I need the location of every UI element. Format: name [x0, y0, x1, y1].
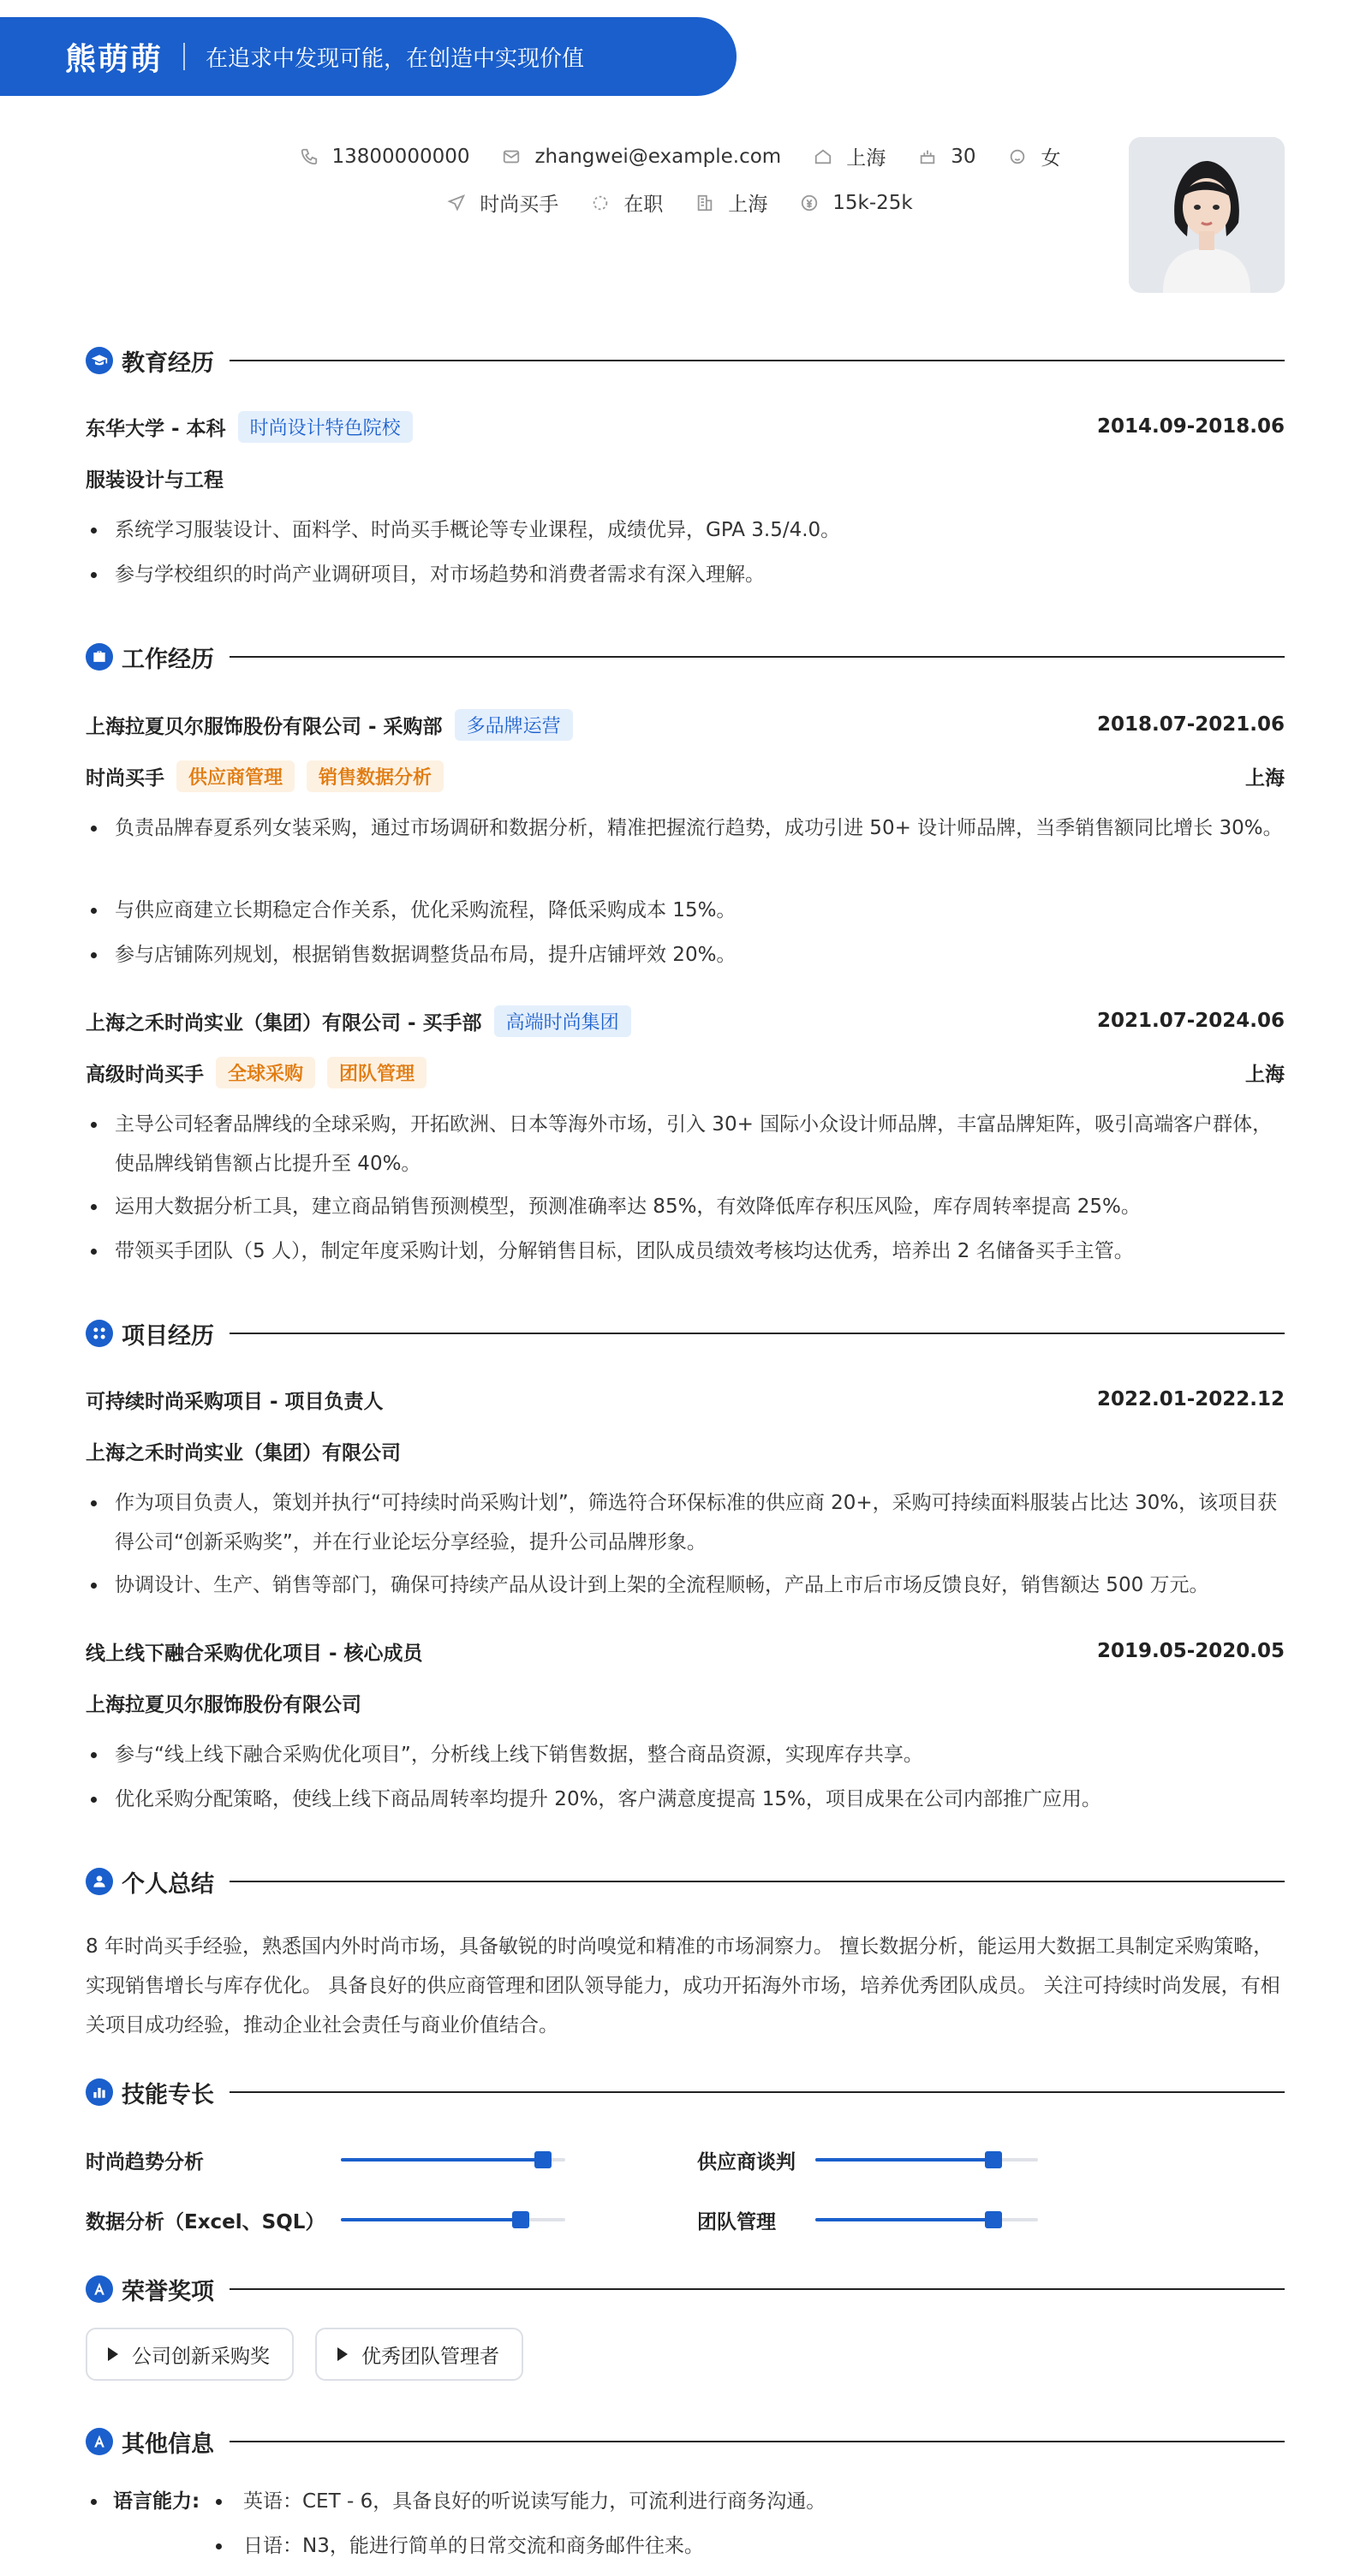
section-summary — [86, 1863, 1285, 1899]
info-icon — [86, 2428, 113, 2455]
mail-icon — [502, 147, 521, 166]
skill-bar — [815, 2158, 1038, 2162]
contact-email-text: zhangwei@example.com — [534, 145, 782, 168]
play-icon — [108, 2347, 118, 2361]
job-title-row — [86, 1055, 1285, 1089]
graduation-cap-icon — [86, 347, 113, 374]
job-date: 2021.07-2024.06 — [1096, 1010, 1285, 1032]
status-icon — [591, 194, 610, 212]
project-org-row — [86, 1434, 1285, 1468]
section-title: 工作经历 — [122, 646, 214, 673]
job-title: 时尚买手 — [86, 766, 164, 790]
contact-phone — [300, 146, 470, 168]
company-name: 上海之禾时尚实业（集团）有限公司 - 买手部 — [86, 1011, 482, 1035]
salary-icon — [800, 194, 819, 212]
company-tag: 多品牌运营 — [455, 709, 573, 741]
cake-icon — [918, 147, 937, 166]
skill-bar-knob — [985, 2211, 1002, 2228]
list-item: 运用大数据分析工具，建立商品销售预测模型，预测准确率达 85%，有效降低库存积压风险，库存周转率提高 25%。 — [86, 1187, 1285, 1226]
project-header — [86, 1382, 1285, 1416]
skill-name: 团队管理 — [697, 2210, 776, 2233]
job-city: 上海 — [1245, 1063, 1285, 1086]
contact-age — [918, 146, 975, 168]
skill-tag: 团队管理 — [327, 1057, 426, 1088]
job-title: 高级时尚买手 — [86, 1063, 204, 1086]
award-label: 公司创新采购奖 — [132, 2345, 270, 2368]
candidate-name: 熊萌萌 — [65, 41, 164, 77]
header-banner — [0, 17, 737, 96]
project-date: 2022.01-2022.12 — [1096, 1388, 1285, 1410]
section-projects — [86, 1315, 1285, 1351]
bullet-dot — [216, 2499, 222, 2505]
project-header — [86, 1634, 1285, 1668]
play-icon — [337, 2347, 348, 2361]
contact-location — [814, 142, 886, 170]
section-title: 教育经历 — [122, 349, 214, 377]
skill-bar-fill — [341, 2218, 521, 2221]
education-header — [86, 409, 1285, 444]
section-skills — [86, 2074, 1285, 2110]
skill-bar — [341, 2218, 565, 2221]
section-title: 荣誉奖项 — [122, 2278, 214, 2305]
school-tag: 时尚设计特色院校 — [238, 411, 413, 443]
phone-icon — [300, 147, 319, 166]
section-other — [86, 2424, 1285, 2460]
list-item: 英语：CET - 6，具备良好的听说读写能力，可流利进行商务沟通。 — [243, 2490, 826, 2513]
user-icon — [86, 1868, 113, 1895]
contact-email — [502, 146, 781, 168]
contact-status-text: 在职 — [623, 194, 664, 216]
contact-city — [695, 188, 767, 217]
section-divider — [230, 1881, 1285, 1882]
section-title: 个人总结 — [122, 1870, 214, 1898]
skill-tag: 全球采购 — [216, 1057, 315, 1088]
list-item: 系统学习服装设计、面料学、时尚买手概论等专业课程，成绩优异，GPA 3.5/4.0。 — [86, 510, 1285, 550]
section-title: 项目经历 — [122, 1322, 214, 1350]
bar-chart-icon — [86, 2078, 113, 2106]
contact-location-text: 上海 — [846, 147, 886, 170]
project-org-row — [86, 1685, 1285, 1720]
job-header — [86, 1004, 1285, 1038]
contact-salary — [800, 192, 912, 214]
list-item: 日语：N3，能进行简单的日常交流和商务邮件往来。 — [243, 2535, 704, 2557]
section-work — [86, 639, 1285, 675]
award-icon — [86, 2275, 113, 2303]
list-item: 带领买手团队（5 人），制定年度采购计划，分解销售目标，团队成员绩效考核均达优秀，培养出 2 名储备买手主管。 — [86, 1231, 1285, 1271]
project-name: 线上线下融合采购优化项目 - 核心成员 — [86, 1642, 423, 1665]
skill-name: 供应商谈判 — [697, 2150, 796, 2174]
profile-photo — [1129, 137, 1285, 293]
project-org: 上海拉夏贝尔服饰股份有限公司 — [86, 1693, 361, 1716]
award-chip — [315, 2328, 523, 2381]
briefcase-icon — [86, 643, 113, 671]
contact-position — [447, 188, 558, 217]
list-item: 与供应商建立长期稳定合作关系，优化采购流程，降低采购成本 15%。 — [86, 891, 1285, 930]
skill-bar-fill — [815, 2158, 993, 2162]
list-item: 参与店铺陈列规划，根据销售数据调整货品布局，提升店铺坪效 20%。 — [86, 935, 1285, 975]
contact-city-text: 上海 — [728, 194, 768, 216]
section-divider — [230, 2091, 1285, 2093]
list-item: 参与学校组织的时尚产业调研项目，对市场趋势和消费者需求有深入理解。 — [86, 555, 1285, 594]
section-honors — [86, 2271, 1285, 2307]
contact-phone-text: 13800000000 — [331, 145, 470, 168]
skill-bar-knob — [534, 2151, 552, 2168]
list-item: 协调设计、生产、销售等部门，确保可持续产品从设计到上架的全流程顺畅，产品上市后市场反馈良好，销售额达 500 万元。 — [86, 1565, 1285, 1605]
skill-bar — [815, 2218, 1038, 2221]
major: 服装设计与工程 — [86, 468, 224, 492]
job-date: 2018.07-2021.06 — [1096, 713, 1285, 736]
list-item: 主导公司轻奢品牌线的全球采购，开拓欧洲、日本等海外市场，引入 30+ 国际小众设计师品牌，丰富品牌矩阵，吸引高端客户群体，使品牌线销售额占比提升至 40%。 — [86, 1105, 1285, 1184]
section-title: 技能专长 — [122, 2081, 214, 2108]
contact-age-text: 30 — [951, 145, 976, 168]
header-divider — [183, 43, 185, 70]
skill-bar-knob — [985, 2151, 1002, 2168]
skill-bar — [341, 2158, 565, 2162]
job-city: 上海 — [1245, 766, 1285, 790]
list-item: 作为项目负责人，策划并执行“可持续时尚采购计划”，筛选符合环保标准的供应商 20+，采购可持续面料服装占比达 30%，该项目获得公司“创新采购奖”，并在行业论坛分享经验，提升公司品牌形象。 — [86, 1483, 1285, 1562]
job-header — [86, 707, 1285, 742]
award-chip — [86, 2328, 294, 2381]
list-item: 优化采购分配策略，使线上线下商品周转率均提升 20%，客户满意度提高 15%，项目成果在公司内部推广应用。 — [86, 1780, 1285, 1819]
header-slogan: 在追求中发现可能，在创造中实现价值 — [206, 45, 585, 72]
gender-icon — [1008, 147, 1027, 166]
project-name: 可持续时尚采购项目 - 项目负责人 — [86, 1390, 384, 1413]
skill-name: 时尚趋势分析 — [86, 2150, 204, 2174]
contact-status — [591, 188, 663, 217]
bullet-dot — [91, 2499, 97, 2505]
list-item: 参与“线上线下融合采购优化项目”，分析线上线下销售数据，整合商品资源，实现库存共享。 — [86, 1735, 1285, 1774]
skill-bar-fill — [341, 2158, 543, 2162]
contact-salary-text: 15k-25k — [832, 191, 913, 214]
section-education — [86, 343, 1285, 379]
section-divider — [230, 2288, 1285, 2290]
award-label: 优秀团队管理者 — [361, 2345, 499, 2368]
grid-icon — [86, 1320, 113, 1347]
section-divider — [230, 1333, 1285, 1334]
section-divider — [230, 360, 1285, 361]
send-icon — [447, 194, 466, 212]
section-divider — [230, 2441, 1285, 2442]
contact-position-text: 时尚买手 — [480, 194, 559, 216]
company-tag: 高端时尚集团 — [494, 1005, 631, 1037]
company-name: 上海拉夏贝尔服饰股份有限公司 - 采购部 — [86, 715, 443, 738]
skill-name: 数据分析（Excel、SQL） — [86, 2210, 325, 2233]
bullet-dot — [216, 2543, 222, 2549]
school-name: 东华大学 - 本科 — [86, 417, 226, 440]
section-title: 其他信息 — [122, 2430, 214, 2458]
language-label: 语言能力: — [113, 2490, 200, 2513]
list-item: 负责品牌春夏系列女装采购，通过市场调研和数据分析，精准把握流行趋势，成功引进 50+ 设计师品牌，当季销售额同比增长 30%。 — [86, 808, 1285, 848]
building-icon — [695, 194, 714, 212]
contact-gender — [1008, 142, 1060, 170]
skill-bar-knob — [512, 2211, 529, 2228]
job-title-row — [86, 759, 1285, 793]
home-icon — [814, 147, 832, 166]
education-major-row — [86, 461, 1285, 495]
project-date: 2019.05-2020.05 — [1096, 1640, 1285, 1662]
summary-text: 8 年时尚买手经验，熟悉国内外时尚市场，具备敏锐的时尚嗅觉和精准的市场洞察力。 擅长数据分析，能运用大数据工具制定采购策略，实现销售增长与库存优化。 具备良好的供应商管理和团队领导能力，成功开拓海外市场，培养优秀团队成员。 关注可持续时尚发展，有相关项目成功经验，推动企业社会责任与商业价值结合。 — [86, 1935, 1280, 2036]
skill-tag: 销售数据分析 — [307, 760, 444, 792]
section-divider — [230, 656, 1285, 658]
project-org: 上海之禾时尚实业（集团）有限公司 — [86, 1441, 401, 1464]
skill-tag: 供应商管理 — [176, 760, 295, 792]
contact-gender-text: 女 — [1041, 147, 1061, 170]
skill-bar-fill — [815, 2218, 993, 2221]
education-date: 2014.09-2018.06 — [1096, 415, 1285, 438]
